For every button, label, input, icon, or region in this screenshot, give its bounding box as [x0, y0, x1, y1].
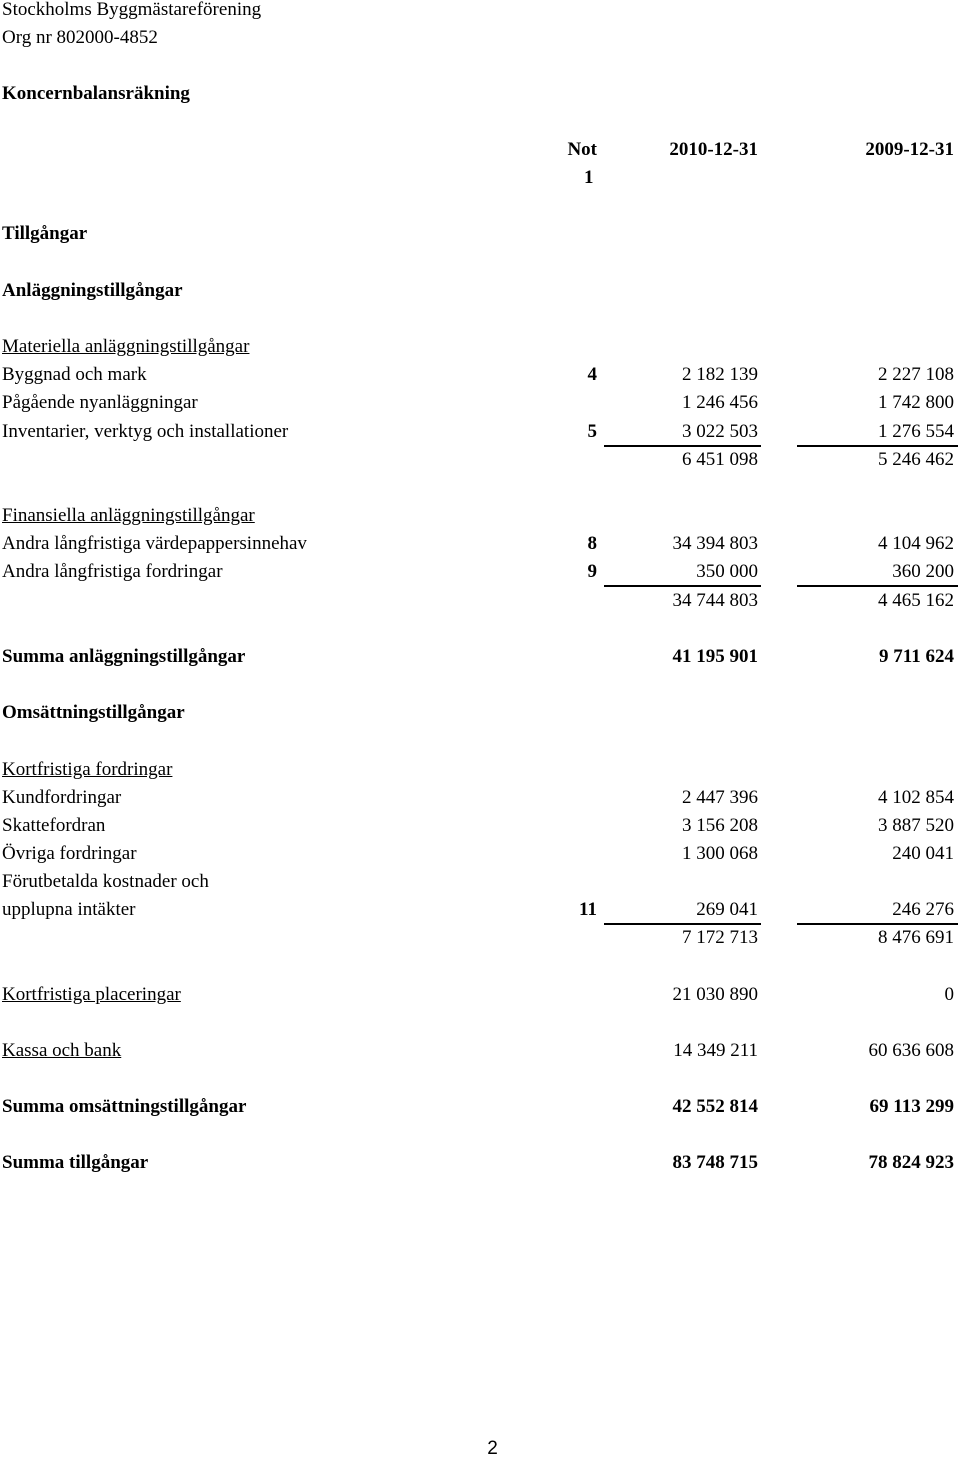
total-assets-2009: 78 824 923 [868, 1152, 954, 1173]
fixed-assets-heading-row [2, 277, 958, 305]
row-value-2009: 246 276 [892, 899, 954, 920]
financial-subtotal-row [2, 587, 958, 615]
total-assets-row [2, 1149, 958, 1177]
org-name: Stockholms Byggmästareförening [2, 0, 262, 20]
row-note: 8 [587, 533, 597, 554]
current-assets-heading-row [2, 699, 958, 727]
row-note: 11 [579, 899, 597, 920]
note-index-row [2, 164, 958, 192]
tangible-heading-row [2, 333, 958, 361]
row-value-2009: 1 742 800 [878, 392, 954, 413]
row-value-2009: 240 041 [892, 843, 954, 864]
tangible-subtotal-row [2, 446, 958, 474]
cash-2010: 14 349 211 [673, 1040, 758, 1061]
subtotal-2010: 34 744 803 [672, 590, 758, 611]
row-label: Andra långfristiga fordringar [2, 561, 223, 582]
cash-2009: 60 636 608 [868, 1040, 954, 1061]
total-current-2009: 69 113 299 [869, 1096, 954, 1117]
row-value-2010: 34 394 803 [672, 533, 758, 554]
table-row [2, 530, 958, 558]
assets-heading-row [2, 220, 958, 248]
page-number: 2 [487, 1438, 498, 1459]
row-value-2010: 3 156 208 [682, 815, 758, 836]
row-value-2010: 2 182 139 [682, 364, 758, 385]
row-note: 9 [587, 561, 597, 582]
table-row [2, 840, 958, 868]
fixed-assets-heading: Anläggningstillgångar [2, 280, 183, 301]
table-row [2, 558, 958, 586]
row-label: Kundfordringar [2, 787, 122, 808]
row-value-2010: 350 000 [696, 561, 758, 582]
short-receivables-subtotal-row [2, 924, 958, 952]
short-investments-row [2, 981, 958, 1009]
report-title: Koncernbalansräkning [2, 83, 190, 104]
total-fixed-2009: 9 711 624 [879, 646, 954, 667]
row-value-2010: 1 246 456 [682, 392, 758, 413]
row-value-2010: 269 041 [696, 899, 758, 920]
short-receivables-heading: Kortfristiga fordringar [2, 759, 173, 780]
row-value-2010: 1 300 068 [682, 843, 758, 864]
subtotal-2010: 6 451 098 [682, 449, 758, 470]
tangible-heading: Materiella anläggningstillgångar [2, 336, 250, 357]
total-assets-2010: 83 748 715 [672, 1152, 758, 1173]
year1-column-header: 2010-12-31 [669, 139, 758, 160]
cash-label: Kassa och bank [2, 1040, 122, 1061]
row-label: Skattefordran [2, 815, 106, 836]
table-row [2, 418, 958, 446]
short-receivables-heading-row [2, 756, 958, 784]
report-title-row [2, 80, 958, 108]
row-label: Byggnad och mark [2, 364, 147, 385]
total-fixed-row [2, 643, 958, 671]
subtotal-2010: 7 172 713 [682, 927, 758, 948]
row-label: Andra långfristiga värdepappersinnehav [2, 533, 307, 554]
total-current-2010: 42 552 814 [672, 1096, 758, 1117]
row-note: 4 [587, 364, 597, 385]
org-name-row [2, 0, 958, 24]
table-row [2, 389, 958, 417]
row-value-2009: 360 200 [892, 561, 954, 582]
row-label: Övriga fordringar [2, 843, 137, 864]
year2-column-header: 2009-12-31 [865, 139, 954, 160]
row-value-2009: 2 227 108 [878, 364, 954, 385]
short-investments-2009: 0 [944, 984, 954, 1005]
row-note: 5 [587, 421, 597, 442]
financial-heading: Finansiella anläggningstillgångar [2, 505, 255, 526]
short-investments-2010: 21 030 890 [672, 984, 758, 1005]
row-value-2009: 3 887 520 [878, 815, 954, 836]
subtotal-2009: 8 476 691 [878, 927, 954, 948]
subtotal-2009: 4 465 162 [878, 590, 954, 611]
table-row [2, 361, 958, 389]
table-row [2, 784, 958, 812]
total-fixed-2010: 41 195 901 [672, 646, 758, 667]
column-header-row [2, 136, 958, 164]
table-row [2, 812, 958, 840]
row-value-2009: 4 104 962 [878, 533, 954, 554]
total-current-label: Summa omsättningstillgångar [2, 1096, 247, 1117]
org-number-row [2, 24, 958, 52]
table-row [2, 868, 958, 896]
financial-heading-row [2, 502, 958, 530]
total-current-row [2, 1093, 958, 1121]
table-row [2, 896, 958, 924]
row-value-2010: 2 447 396 [682, 787, 758, 808]
row-value-2010: 3 022 503 [682, 421, 758, 442]
current-assets-heading: Omsättningstillgångar [2, 702, 185, 723]
total-assets-label: Summa tillgångar [2, 1152, 149, 1173]
cash-row [2, 1037, 958, 1065]
row-label: Förutbetalda kostnader och [2, 871, 209, 892]
row-value-2009: 4 102 854 [878, 787, 954, 808]
short-investments-label: Kortfristiga placeringar [2, 984, 181, 1005]
note-column-header: Not [567, 139, 597, 160]
subtotal-2009: 5 246 462 [878, 449, 954, 470]
note-index: 1 [584, 167, 594, 188]
org-number: Org nr 802000-4852 [2, 27, 158, 48]
row-label: upplupna intäkter [2, 899, 136, 920]
row-label: Pågående nyanläggningar [2, 392, 198, 413]
row-label: Inventarier, verktyg och installationer [2, 421, 289, 442]
row-value-2009: 1 276 554 [878, 421, 954, 442]
assets-heading: Tillgångar [2, 223, 88, 244]
total-fixed-label: Summa anläggningstillgångar [2, 646, 246, 667]
